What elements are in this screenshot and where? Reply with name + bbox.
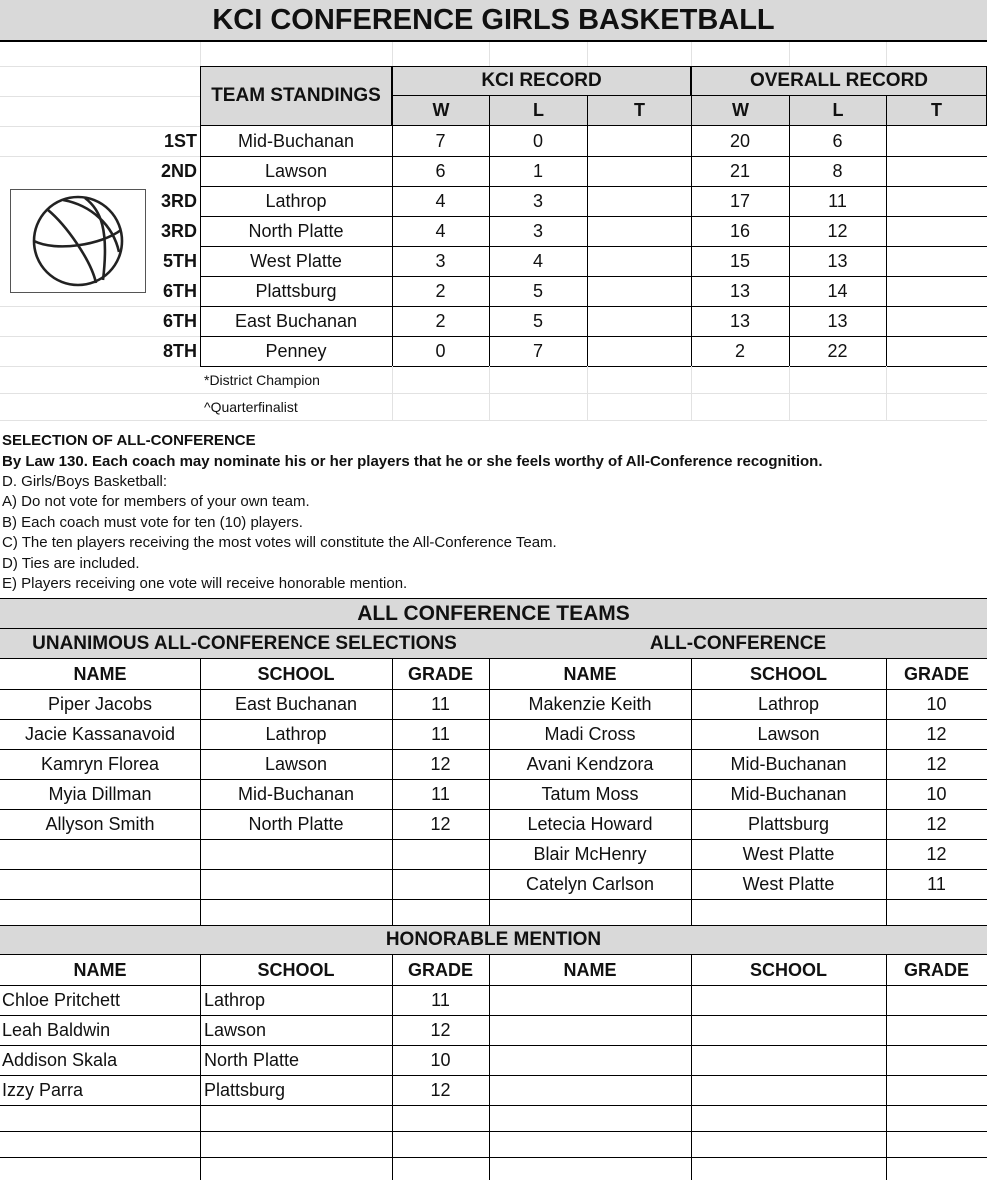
player-grade: 12 [926,843,947,864]
col-header-school: SCHOOL [749,663,827,684]
col-header-school: SCHOOL [257,663,335,684]
standing-overall-w: 2 [734,340,745,361]
standing-kci-t [587,156,691,186]
player-school: Mid-Buchanan [730,783,847,804]
player-name: Letecia Howard [527,813,653,834]
selection-line: B) Each coach must vote for ten (10) players. [2,514,303,531]
standing-kci-t [587,276,691,306]
overall-l-header: L [789,95,887,126]
kci-t-header: T [587,95,692,126]
player-school: Lawson [264,753,328,774]
player-grade: 12 [430,753,451,774]
player-name: Avani Kendzora [526,753,654,774]
col-header-name: NAME [73,959,127,980]
col-header-grade: GRADE [903,663,969,684]
standing-rank: 6TH [162,310,197,331]
col-header-name: NAME [563,959,617,980]
player-name: Catelyn Carlson [525,873,655,894]
standing-rank: 6TH [162,280,197,301]
player-grade: 12 [430,813,451,834]
unanimous-title: UNANIMOUS ALL-CONFERENCE SELECTIONS [0,629,490,659]
standing-team: East Buchanan [234,310,358,331]
player-school: Lawson [204,1019,267,1040]
player-grade: 12 [430,1079,451,1100]
col-header-grade: GRADE [407,959,473,980]
standing-overall-t [886,306,987,336]
player-name: Tatum Moss [541,783,639,804]
page-title: KCI CONFERENCE GIRLS BASKETBALL [0,0,987,41]
standing-kci-l: 3 [532,190,543,211]
player-grade: 10 [430,1049,451,1070]
col-header-grade: GRADE [903,959,969,980]
selection-line: E) Players receiving one vote will receive honorable mention. [2,575,408,592]
standing-rank: 5TH [162,250,197,271]
note-district-champion: *District Champion [204,372,320,388]
player-name: Jacie Kassanavoid [24,723,176,744]
standing-overall-w: 13 [729,310,751,331]
standing-overall-t [886,336,987,366]
player-grade: 10 [926,693,947,714]
standing-kci-w: 0 [435,340,446,361]
standing-overall-t [886,246,987,276]
standing-kci-l: 5 [532,310,543,331]
player-name: Makenzie Keith [528,693,652,714]
standing-overall-t [886,186,987,216]
standing-overall-t [886,276,987,306]
player-school: Mid-Buchanan [237,783,355,804]
standing-overall-l: 13 [827,250,848,271]
player-grade: 12 [926,723,947,744]
player-school: Plattsburg [204,1079,286,1100]
standing-overall-w: 13 [729,280,751,301]
player-name: Chloe Pritchett [2,989,121,1010]
player-school: Lawson [757,723,820,744]
kci-w-header: W [392,95,490,126]
player-name: Kamryn Florea [40,753,160,774]
player-school: West Platte [742,843,835,864]
standing-overall-w: 20 [729,130,751,151]
player-name: Myia Dillman [48,783,152,804]
col-header-name: NAME [73,663,127,684]
player-grade: 12 [430,1019,451,1040]
standing-kci-l: 5 [532,280,543,301]
player-school: North Platte [204,1049,300,1070]
player-grade: 12 [926,813,947,834]
player-school: Mid-Buchanan [730,753,847,774]
player-name: Blair McHenry [533,843,647,864]
player-name: Piper Jacobs [47,693,153,714]
standing-kci-l: 7 [532,340,543,361]
player-school: Lathrop [265,723,327,744]
selection-line: A) Do not vote for members of your own team. [2,493,310,510]
player-school: North Platte [248,813,344,834]
player-grade: 10 [926,783,947,804]
col-header-grade: GRADE [407,663,473,684]
standing-rank: 3RD [160,190,197,211]
standing-overall-w: 21 [729,160,751,181]
standing-overall-l: 6 [832,130,843,151]
basketball-icon [10,189,146,293]
standing-team: North Platte [248,220,344,241]
standing-kci-w: 3 [435,250,446,271]
standing-kci-w: 2 [435,280,446,301]
standing-overall-t [886,156,987,186]
standing-team: Penney [265,340,327,361]
player-school: Lathrop [757,693,820,714]
standing-kci-l: 0 [532,130,543,151]
standing-rank: 2ND [160,160,197,181]
overall-t-header: T [886,95,987,126]
player-school: East Buchanan [234,693,358,714]
standing-overall-l: 11 [828,190,847,211]
player-grade: 12 [926,753,947,774]
player-grade: 11 [431,693,450,714]
standing-overall-w: 16 [729,220,751,241]
standings-header: TEAM STANDINGS [200,66,392,126]
standing-kci-l: 1 [532,160,543,181]
standing-kci-t [587,336,691,366]
standing-kci-w: 7 [435,130,446,151]
selection-line: C) The ten players receiving the most votes will constitute the All-Conference Team. [2,534,557,551]
player-school: Lathrop [204,989,266,1010]
standing-kci-t [587,126,691,156]
player-grade: 11 [431,783,450,804]
player-name: Allyson Smith [45,813,155,834]
standing-kci-t [587,186,691,216]
standing-team: Mid-Buchanan [237,130,355,151]
selection-line: D. Girls/Boys Basketball: [2,473,168,490]
honorable-mention-title: HONORABLE MENTION [0,926,987,955]
player-grade: 11 [431,723,450,744]
standing-kci-w: 4 [435,190,446,211]
player-grade: 11 [927,873,946,894]
standing-team: Lawson [264,160,328,181]
standing-team: Lathrop [265,190,327,211]
standing-team: West Platte [250,250,342,271]
standing-overall-l: 12 [827,220,848,241]
standing-kci-t [587,216,691,246]
selection-bylaw: By Law 130. Each coach may nominate his or her players that he or she feels worthy of All-Conference recognition. [2,453,823,470]
standing-rank: 1ST [163,130,197,151]
standing-kci-w: 2 [435,310,446,331]
kci-l-header: L [489,95,588,126]
all-conference-teams-title: ALL CONFERENCE TEAMS [0,598,987,629]
standing-overall-l: 14 [827,280,848,301]
standing-overall-t [886,126,987,156]
standing-kci-l: 4 [532,250,543,271]
player-grade: 11 [431,989,450,1010]
standing-overall-l: 8 [832,160,843,181]
note-quarterfinalist: ^Quarterfinalist [204,399,298,415]
standing-overall-l: 13 [827,310,848,331]
col-header-school: SCHOOL [749,959,827,980]
standing-kci-w: 4 [435,220,446,241]
standing-overall-w: 17 [729,190,751,211]
all-conference-title: ALL-CONFERENCE [489,629,987,659]
standing-kci-l: 3 [532,220,543,241]
overall-record-header: OVERALL RECORD [691,66,987,96]
player-name: Madi Cross [544,723,636,744]
standing-kci-t [587,306,691,336]
col-header-name: NAME [563,663,617,684]
standing-overall-w: 15 [729,250,751,271]
standing-overall-l: 22 [827,340,848,361]
player-name: Izzy Parra [2,1079,84,1100]
standing-kci-w: 6 [435,160,446,181]
overall-w-header: W [691,95,790,126]
standing-kci-t [587,246,691,276]
selection-line: D) Ties are included. [2,555,140,572]
selection-heading: SELECTION OF ALL-CONFERENCE [2,432,256,449]
player-school: West Platte [742,873,835,894]
standing-overall-t [886,216,987,246]
player-school: Plattsburg [747,813,830,834]
col-header-school: SCHOOL [257,959,335,980]
player-name: Leah Baldwin [2,1019,111,1040]
standing-rank: 3RD [160,220,197,241]
player-name: Addison Skala [2,1049,118,1070]
kci-record-header: KCI RECORD [392,66,691,96]
standing-rank: 8TH [162,340,197,361]
standing-team: Plattsburg [255,280,337,301]
